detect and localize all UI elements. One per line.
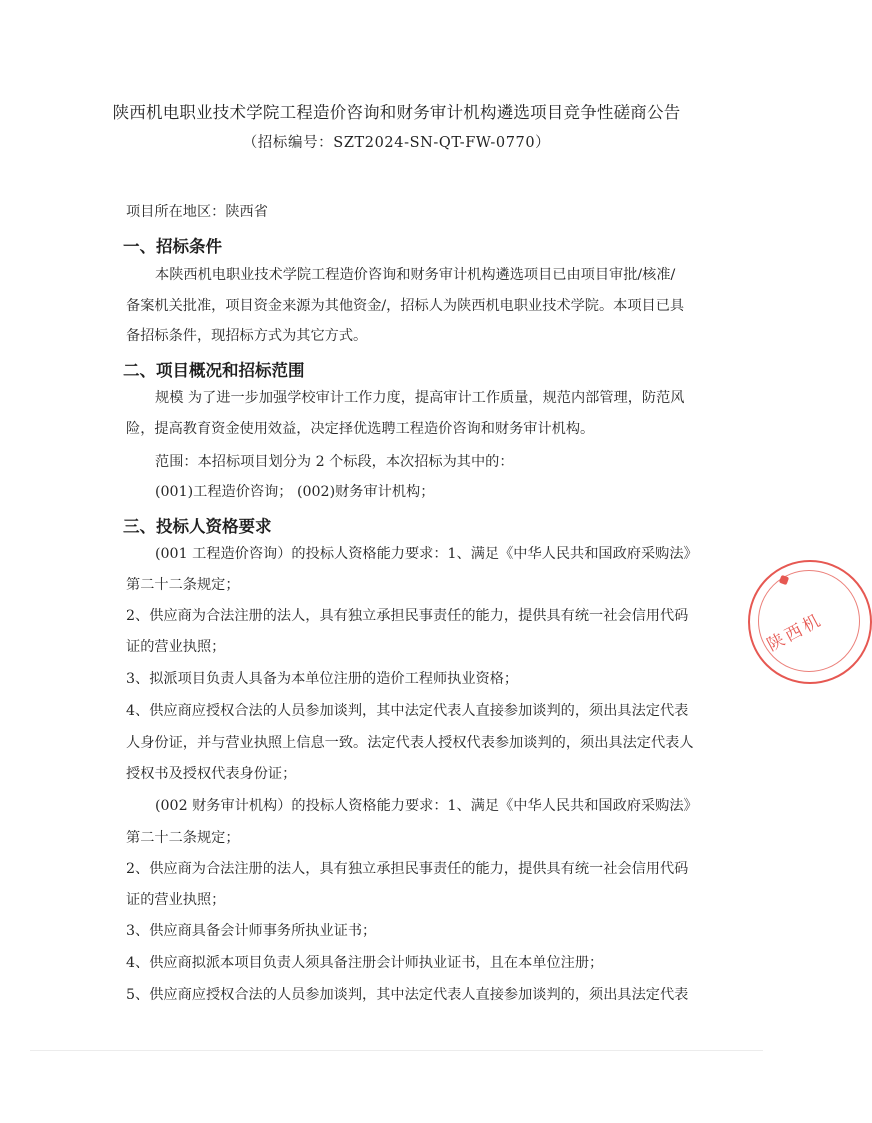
paragraph-line: 范围：本招标项目划分为 2 个标段，本次招标为其中的： (155, 454, 514, 470)
section-heading-1: 一、招标条件 (123, 237, 222, 256)
paragraph-line: 备招标条件，现招标方式为其它方式。 (126, 328, 368, 344)
paragraph-line: 3、供应商具备会计师事务所执业证书； (126, 923, 377, 939)
paragraph-line: 2、供应商为合法注册的法人，具有独立承担民事责任的能力，提供具有统一社会信用代码 (126, 861, 689, 877)
official-seal-stamp (748, 560, 872, 684)
paragraph-line: 5、供应商应授权合法的人员参加谈判，其中法定代表人直接参加谈判的，须出具法定代表 (126, 987, 689, 1003)
paragraph-line: 险，提高教育资金使用效益，决定择优选聘工程造价咨询和财务审计机构。 (126, 421, 595, 437)
paragraph-line: 2、供应商为合法注册的法人，具有独立承担民事责任的能力，提供具有统一社会信用代码 (126, 608, 689, 624)
paragraph-line: 授权书及授权代表身份证； (126, 766, 297, 782)
document-title: 陕西机电职业技术学院工程造价咨询和财务审计机构遴选项目竞争性磋商公告 (112, 103, 681, 122)
paragraph-line: (001)工程造价咨询； (002)财务审计机构； (155, 484, 435, 500)
paragraph-line: 本陕西机电职业技术学院工程造价咨询和财务审计机构遴选项目已由项目审批/核准/ (155, 267, 676, 283)
bid-number: （招标编号：SZT2024-SN-QT-FW-0770） (242, 135, 551, 151)
paragraph-line: 人身份证，并与营业执照上信息一致。法定代表人授权代表参加谈判的，须出具法定代表人 (126, 735, 694, 751)
paragraph-line: 规模 为了进一步加强学校审计工作力度，提高审计工作质量，规范内部管理，防范风 (155, 390, 685, 406)
paragraph-line: 证的营业执照； (126, 892, 226, 908)
scan-edge-line (30, 1050, 763, 1051)
project-region: 项目所在地区：陕西省 (126, 204, 268, 220)
paragraph-line: 4、供应商应授权合法的人员参加谈判，其中法定代表人直接参加谈判的，须出具法定代表 (126, 703, 689, 719)
paragraph-line: (001 工程造价咨询）的投标人资格能力要求：1、满足《中华人民共和国政府采购法》 (155, 546, 698, 562)
paragraph-line: 第二十二条规定； (126, 577, 240, 593)
paragraph-line: 4、供应商拟派本项目负责人须具备注册会计师执业证书，且在本单位注册； (126, 955, 604, 971)
seal-text: 陕西机 (763, 609, 827, 656)
paragraph-line: 3、拟派项目负责人具备为本单位注册的造价工程师执业资格； (126, 671, 519, 687)
paragraph-line: 证的营业执照； (126, 639, 226, 655)
section-heading-3: 三、投标人资格要求 (123, 517, 272, 536)
section-heading-2: 二、项目概况和招标范围 (123, 361, 305, 380)
paragraph-line: 第二十二条规定； (126, 830, 240, 846)
paragraph-line: (002 财务审计机构）的投标人资格能力要求：1、满足《中华人民共和国政府采购法》 (155, 798, 698, 814)
paragraph-line: 备案机关批准，项目资金来源为其他资金/，招标人为陕西机电职业技术学院。本项目已具 (126, 298, 685, 314)
